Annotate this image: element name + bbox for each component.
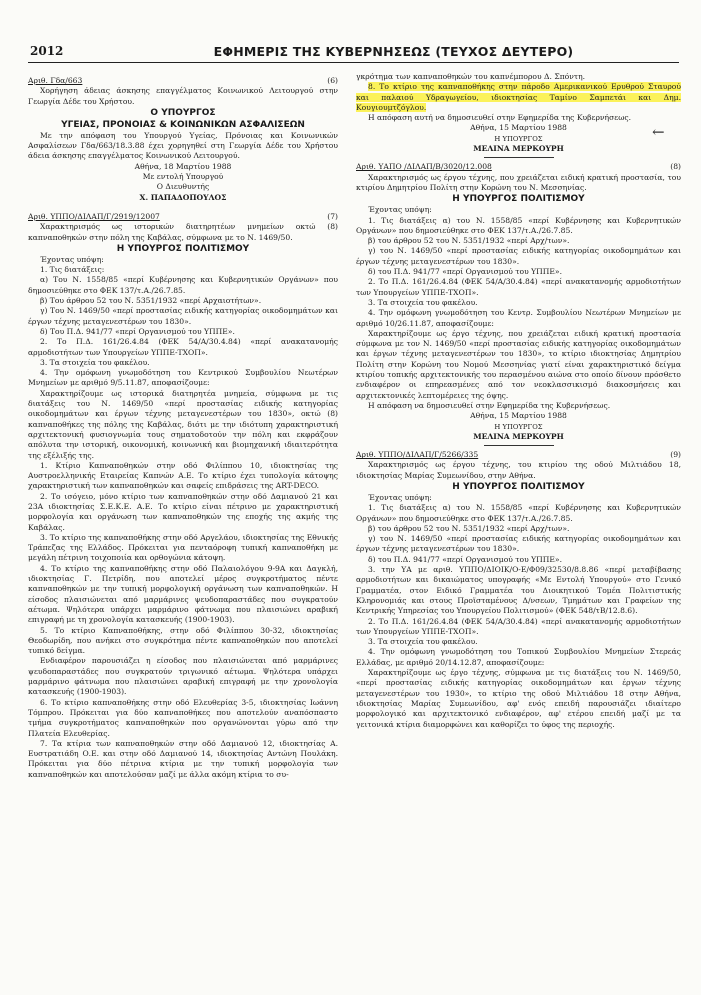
paragraph: 1. Κτίριο Καπναποθηκών στην οδό Φιλίππου 10, ιδιοκτησίας της Αυστροελληνικής Εταιρείας Καπνών Α.Ε. Το κτίριο έχει τυπολογία κάτοψης χαρακτηριστική των καπναποθηκών και σαφείς επιδράσεις της ART-DECO. [28,460,338,491]
paragraph: 2. Το Π.Δ. 161/26.4.84 (ΦΕΚ 54/Α/30.4.84) «περί ανακατανομής αρμοδιοτήτων των Υπουργείων ΥΠΠΕ-ΤΧΟΠ». [28,337,338,357]
decision-7-code: Αριθ. ΥΠΠΟ/ΔΙΛΑΠ/Γ/2919/12007 [28,211,160,221]
decision-8-minister: Η ΥΠΟΥΡΓΟΣ ΠΟΛΙΤΙΣΜΟΥ [452,194,585,205]
decision-9-number: (9) [670,450,681,460]
divider [484,445,554,446]
right-column [356,72,681,730]
paragraph: 7. Τα κτίρια των καπναποθηκών στην οδό Δαμιανού 12, ιδιοκτησίας Α. Ευστρατιάδη Ο.Ε. και στην οδό Δαμιανού 14, ιδιοκτησίας Αντώνη Πουλάκη. Πρόκειται για δύο πέτρινα κτίρια με την τυπική μορφολογία των καπναποθηκών και αποτελούσαν μαζί με άλλα ακόμη κτίρια το συ- [28,738,338,779]
divider [484,157,554,158]
decision-8-summary: Χαρακτηρισμός ως έργου τέχνης, που χρειάζεται ειδική κρατική προστασία, του κτιρίου Δημητρίου Πολίτη στην Κορώνη του Ν. Μεσσηνίας. [356,172,681,192]
paragraph: Χαρακτηρίζουμε ως έργο τέχνης, σύμφωνα με τις διατάξεις του Ν. 1469/50, «περί προστασίας ειδικής κατηγορίας οικοδομημάτων και έργων τέχνης μεταγενεστέρων του 1930», το κτίριο της οδού Μιλτιάδου 18 στην Αθήνα, ιδιοκτησίας Μαρίας Συμεωνίδου, αφ' ενός επειδή παρουσιάζει ιδιαίτερο μορφολογικό και αρχιτεκτονικό ενδιαφέρον, αφ' ετέρου επειδή μαζί με τα γειτονικά κτίρια διαμορφώνει και καθορίζει το ύφος της περιοχής. [356,668,681,729]
paragraph: β) Του άρθρου 52 του Ν. 5351/1932 «περί Αρχαιοτήτων». [40,296,262,306]
decision-7-minister: Η ΥΠΟΥΡΓΟΣ ΠΟΛΙΤΙΣΜΟΥ [116,243,250,254]
paragraph: Χαρακτηρίζουμε ως ιστορικά διατηρητέα μνημεία, σύμφωνα με τις διατάξεις του Ν. 1469/50 «περί προστασίας ειδικής κατηγορίας οικοδομημάτων και έργων τέχνης μεταγενεστέρων του 1830», οκτώ (8) καπναποθήκες της πόλης της Καβάλας, διότι με την ιδιότυπη χαρακτηριστική αρχιτεκτονική φυσιογνωμία τους σηματοδοτούν την πόλη και εκφράζουν απόλυτα την ιστορική, οικονομική, κοινωνική και βιομηχανική ιδιαιτερότητα της εξέλιξής της. [28,388,338,460]
paragraph: 2. Το Π.Δ. 161/26.4.84 (ΦΕΚ 54/Α/30.4.84) «περί ανακατανομής αρμοδιοτήτων των Υπουργείων ΥΠΠΕ-ΤΧΟΠ». [356,277,681,297]
decision-6-heading [28,76,338,86]
decision-6-minister-line1: Ο ΥΠΟΥΡΓΟΣ [150,107,216,118]
decision-8-signer-role: Η ΥΠΟΥΡΓΟΣ [494,422,543,431]
decision-9-summary: Χαρακτηρισμός ως έργου τέχνης, του κτιρίου της οδού Μιλτιάδου 18, ιδιοκτησίας Μαρίας Συμεωνίδου, στην Αθήνα. [356,460,681,480]
decision-6-number: (6) [327,76,338,85]
left-column [28,72,338,780]
decision-6-order-line2: Ο Διευθυντής [156,182,210,192]
decision-7-signer: ΜΕΛΙΝΑ ΜΕΡΚΟΥΡΗ [473,144,564,154]
page-number: 2012 [30,44,64,58]
decision-6-body: Με την απόφαση του Υπουργού Υγείας, Πρόνοιας και Κοινωνικών Ασφαλίσεων Γδα/663/18.3.88 έχει χορηγηθεί στη Γεωργία Δέδε του Χρήστου άδεια άσκησης επαγγέλματος Κοινωνικού Λειτουργού. [28,130,338,161]
paragraph: 4. Την ομόφωνη γνωμοδότηση του Κεντρικού Συμβουλίου Νεωτέρων Μνημείων με αριθμό 9/5.11.87, αποφασίζουμε: [28,368,338,388]
decision-7-date: Αθήνα, 15 Μαρτίου 1988 [470,123,567,133]
decision-8-signer: ΜΕΛΙΝΑ ΜΕΡΚΟΥΡΗ [473,431,564,441]
paragraph: 4. Το κτίριο της καπναποθήκης στην οδό Παλαιολόγου 9-9Α και Δαγκλή, ιδιοκτησίας Γ. Πετρίδη, που αποτελεί μέρος συγκροτήματος πέντε καπναποθηκών με την τυπική μορφολογική οργάνωση των καπναποθηκών. Η είσοδος πλαισιώνεται από μαρμάρινες ψευδοπαραστάδες που συγκρατούν αέτωμα. Ψηλότερα υπάρχει μαρμάρινο φάτνωμα που πλαισιώνει αραβική επιγραφή με τη χρονολογία κατασκευής (1900-1903). [28,563,338,625]
decision-6-signer: Χ. ΠΑΠΑΔΟΠΟΥΛΟΣ [139,192,227,202]
paragraph: 3. Το κτίριο της καπναποθήκης στην οδό Αργελάου, ιδιοκτησίας της Εθνικής Τράπεζας της Ελλάδος. Πρόκειται για πενταόροφη τυπική καπναποθήκη με μεγάλη πέτρινη τοιχοποιία και ορθογώνια κάτοψη. [28,532,338,563]
decision-9-minister: Η ΥΠΟΥΡΓΟΣ ΠΟΛΙΤΙΣΜΟΥ [452,481,585,492]
paragraph: δ) του Π.Δ. 941/77 «περί Οργανισμού του ΥΠΠΕ». [368,554,562,564]
decision-9-heading [356,450,681,460]
paragraph: 6. Το κτίριο καπναποθήκης στην οδό Ελευθερίας 3-5, ιδιοκτησίας Ιωάννη Τόμπρου. Πρόκειται για δύο καπναποθήκες που αποτελούν αναπόσπαστο τμήμα συγκροτήματος καπναποθηκών που οργανώνονται γύρω από την Πλατεία Ελευθερίας. [28,697,338,738]
decision-9-code: Αριθ. ΥΠΠΟ/ΔΙΛΑΠ/Γ/5266/335 [356,450,479,460]
gazette-title: ΕΦΗΜΕΡΙΣ ΤΗΣ ΚΥΒΕΡΝΗΣΕΩΣ (ΤΕΥΧΟΣ ΔΕΥΤΕΡΟ) [213,44,574,59]
decision-8-heading [356,162,681,172]
paragraph: Έχοντας υπόψη: [368,492,432,502]
decision-6-summary: Χορήγηση άδειας άσκησης επαγγέλματος Κοινωνικού Λειτουργού στην Γεωργία Δέδε του Χρήστου. [28,86,338,106]
decision-6-order-line1: Με εντολή Υπουργού [142,172,224,182]
paragraph: 4. Την ομόφωνη γνωμοδότηση του Τοπικού Συμβουλίου Μνημείων Στερεάς Ελλάδας, με αριθμό 20/14.12.87, αποφασίζουμε: [356,647,681,667]
decision-7-continuation: γκρότημα των καπναποθηκών του καπνέμπορου Δ. Σπόντη. [356,72,586,81]
paragraph: β) του άρθρου 52 του Ν. 5351/1932 «περί Αρχ/των». [368,236,570,246]
paragraph: 5. Το κτίριο Καπναποθήκης, στην οδό Φιλίππου 30-32, ιδιοκτησίας Θεοδωρίδη, που ανήκει στο συγκρότημα πέντε καπναποθηκών που αποτελεί τυπικό δείγμα. [28,625,338,656]
paragraph: Η απόφαση να δημοσιευθεί στην Εφημερίδα της Κυβερνήσεως. [368,400,611,410]
paragraph: 1. Τις διατάξεις α) του Ν. 1558/85 «περί Κυβέρνησης και Κυβερνητικών Οργάνων» που δημοσιεύθηκε στο ΦΕΚ 137/τ.Α./26.7.85. [356,503,681,523]
paragraph: 3. Τα στοιχεία του φακέλου. [368,297,478,307]
decision-7-summary: Χαρακτηρισμός ως ιστορικών διατηρητέων μνημείων οκτώ (8) καπναποθηκών στην πόλη της Καβάλας, σύμφωνα με το Ν. 1469/50. [28,222,338,242]
decision-7-signer-role: Η ΥΠΟΥΡΓΟΣ [494,134,543,143]
paragraph: α) Του Ν. 1558/85 «περί Κυβέρνησης και Κυβερνητικών Οργάνων» που δημοσιεύθηκε στο ΦΕΚ 137/τ.Α./26.7.85. [28,275,338,295]
paragraph: Χαρακτηρίζουμε ως έργο τέχνης, που χρειάζεται ειδική κρατική προστασία σύμφωνα με τον Ν. 1469/50 «περί προστασίας ειδικής κατηγορίας οικοδομημάτων και έργων τέχνης μεταγενεστέρων του 1830», το κτίριο ιδιοκτησίας Δημητρίου Πολίτη στην Κορώνη του Νομού Μεσσηνίας γιατί είναι χαρακτηριστικό δείγμα κτιρίου τοπικής αρχιτεκτονικής του περασμένου αιώνα στο οποίο δίνουν πρόσθετο ενδιαφέρον οι επηρεασμένες από τον νεοκλασσικισμό διακοσμήσεις και αρχιτεκτονικές λεπτομέρειες της όψης. [356,328,681,400]
paragraph: 3. την ΥΑ με αριθ. ΥΠΠΟ/ΔΙΟΙΚ/Ο-Ε/Φ09/32530/8.8.86 «περί μεταβίβασης αρμοδιοτήτων και δικαιώματος υπογραφής «Με Εντολή Υπουργού» στο Γενικό Γραμματέα, στον Ειδικό Γραμματέα του Διοικητικού Τομέα Πολιτιστικής Κληρονομιάς και στους Προϊσταμένους Δ/νσεων, Τμημάτων και Γραφείων της Κεντρικής Υπηρεσίας του Υπουργείου Πολιτισμού» (ΦΕΚ 548/τΒ/12.8.6). [356,565,681,616]
paragraph: 4. Την ομόφωνη γνωμοδότηση του Κεντρ. Συμβουλίου Νεωτέρων Μνημείων με αριθμό 10/26.11.87, αποφασίζουμε: [356,308,681,328]
decision-6-minister-line2: ΥΓΕΙΑΣ, ΠΡΟΝΟΙΑΣ & ΚΟΙΝΩΝΙΚΩΝ ΑΣΦΑΛΙΣΕΩΝ [61,119,305,130]
paragraph: 1. Τις διατάξεις α) του Ν. 1558/85 «περί Κυβέρνησης και Κυβερνητικών Οργάνων» που δημοσιεύθηκε στο ΦΕΚ 137/τ.Α./26.7.85. [356,215,681,235]
decision-8-date: Αθήνα, 15 Μαρτίου 1988 [470,411,567,421]
decision-6-code: Αριθ. Γδα/663 [28,76,83,85]
paragraph: Έχοντας υπόψη: [368,205,432,215]
paragraph: Ενδιαφέρον παρουσιάζει η είσοδος που πλαισιώνεται από μαρμάρινες ψευδοπαραστάδες που συγκρατούν τριγωνικό αέτωμα. Ψηλότερα υπάρχει μαρμάρινο φάτνωμα που πλαισιώνει αραβική επιγραφή με την χρονολογία κατασκευής (1900-1903). [28,656,338,697]
paragraph: δ) του Π.Δ. 941/77 «περί Οργανισμού του ΥΠΠΕ». [368,267,562,277]
decision-6-date: Αθήνα, 18 Μαρτίου 1988 [134,161,232,171]
paragraph: 2. Το Π.Δ. 161/26.4.84 (ΦΕΚ 54/Α/30.4.84) «περί ανακατανομής αρμοδιοτήτων των Υπουργείων ΥΠΠΕ-ΤΧΟΠ». [356,616,681,636]
highlighted-text: 8. Το κτίριο της καπναποθήκης στην πάροδο Αμερικανικού Ερυθρού Σταυρού και παλαιού Υδραγωγείου, ιδιοκτησίας Ταμίνο Σαμπετάι και Δημ. Κουγιουμτζόγλου. [356,82,681,112]
paragraph: γ) Του Ν. 1469/50 «περί προστασίας ειδικής κατηγορίας οικοδομημάτων και έργων τέχνης μεταγενεστέρων του 1830». [28,306,338,326]
page-header [28,44,679,63]
paragraph: δ) Του Π.Δ. 941/77 «περί Οργανισμού του ΥΠΠΕ». [40,326,235,336]
paragraph: 2. Το ισόγειο, μόνο κτίριο των καπναποθηκών στην οδό Δαμιανού 21 και 23Α ιδιοκτησίας Σ.Ε.Κ.Ε. Α.Ε. Το κτίριο είναι πέτρινο με χαρακτηριστική μορφολογία και οργάνωση των καπναποθηκών της εποχής της ακμής της Καβάλας. [28,491,338,532]
paragraph: 1. Τις διατάξεις: [40,265,105,275]
decision-7-heading [28,212,338,222]
paragraph: Έχοντας υπόψη: [40,254,104,264]
decision-7-publish-note: Η απόφαση αυτή να δημοσιευθεί στην Εφημερίδα της Κυβερνήσεως. [368,113,632,123]
paragraph: β) του άρθρου 52 του Ν. 5351/1932 «περί Αρχ/των». [368,523,570,533]
decision-8-number: (8) [670,162,681,172]
arrow-left-icon: ← [652,123,665,141]
decision-7-number: (7) [327,211,338,221]
paragraph: 3. Τα στοιχεία του φακέλου. [368,637,478,647]
decision-8-code: Αριθ. ΥΑΠΟ /ΔΙΛΑΠ/Β/3020/12.008 [356,162,492,172]
decision-7-item-8 [356,82,681,113]
paragraph: 3. Τα στοιχεία του φακέλου. [40,357,150,367]
paragraph: γ) του Ν. 1469/50 «περί προστασίας ειδικής κατηγορίας οικοδομημάτων και έργων τέχνης μεταγενεστέρων του 1830». [356,534,681,554]
paragraph: γ) του Ν. 1469/50 «περί προστασίας ειδικής κατηγορίας οικοδομημάτων και έργων τέχνης μεταγενεστέρων του 1830». [356,246,681,266]
